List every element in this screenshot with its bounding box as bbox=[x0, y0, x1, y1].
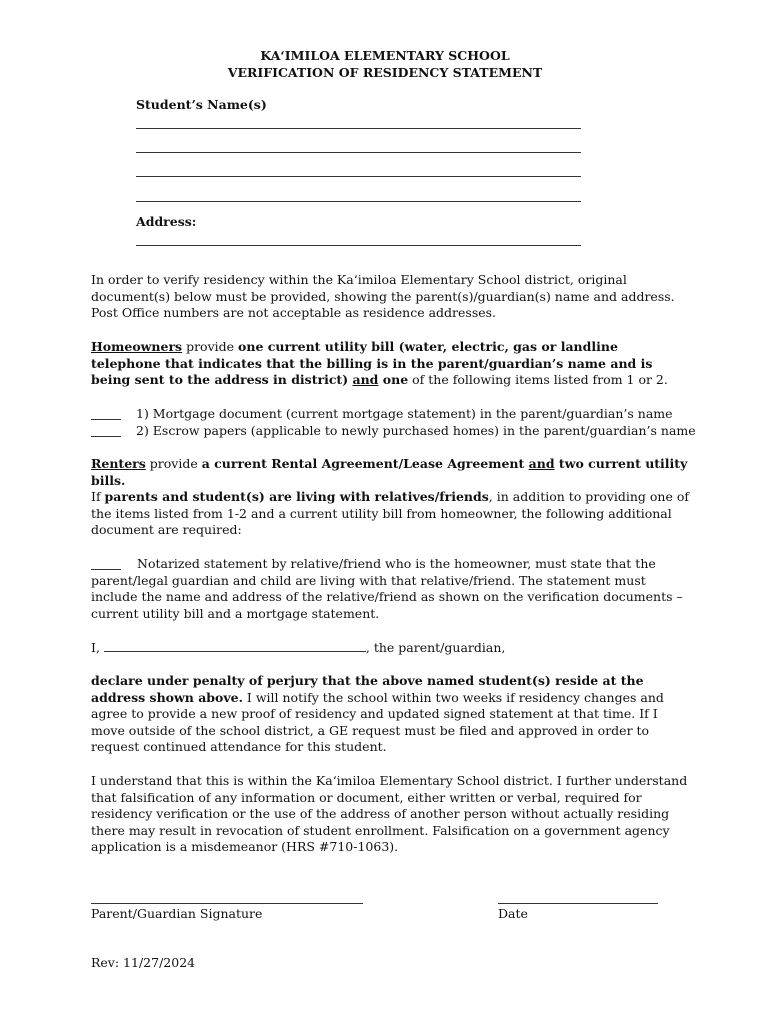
student-name-line-3[interactable] bbox=[136, 176, 581, 177]
date-label: Date bbox=[498, 906, 528, 921]
relatives-paragraph: If parents and student(s) are living with relatives/friends, in addition to providing one of the items listed from 1-2 and a current utility bill from homeowner, the following additional document are required: bbox=[91, 489, 689, 538]
escrow-check-blank[interactable] bbox=[91, 436, 121, 437]
mortgage-check-blank[interactable] bbox=[91, 419, 121, 420]
school-name: KA‘IMILOA ELEMENTARY SCHOOL bbox=[260, 48, 510, 63]
parent-signature-line[interactable] bbox=[91, 903, 363, 904]
renters-heading: Renters bbox=[91, 456, 146, 471]
declaration-name-line: I, , the parent/guardian, bbox=[91, 640, 506, 655]
students-name-label: Student’s Name(s) bbox=[136, 97, 267, 112]
student-name-line-4[interactable] bbox=[136, 201, 581, 202]
student-name-line-1[interactable] bbox=[136, 128, 581, 129]
address-label: Address: bbox=[136, 214, 197, 229]
parent-name-field[interactable] bbox=[104, 639, 366, 652]
notarized-paragraph: Notarized statement by relative/friend who is the homeowner, must state that the parent/legal guardian and child are living with that relative/friend. The statement must include the name and address of the relative/friend as shown on the verification documents – current utility bill and a mortgage statement. bbox=[91, 556, 683, 621]
homeowner-item-1: 1) Mortgage document (current mortgage statement) in the parent/guardian’s name bbox=[136, 406, 673, 421]
homeowners-heading: Homeowners bbox=[91, 339, 183, 354]
declaration-paragraph: declare under penalty of perjury that the above named student(s) reside at the address shown above. I will notify the school within two weeks if residency changes and agree to provide a new proof of residency and updated signed statement at that time. If I move outside of the school district, a GE request must be filed and approved in order to request continued attendance for this student. bbox=[91, 673, 664, 755]
parent-signature-label: Parent/Guardian Signature bbox=[91, 906, 263, 921]
renters-paragraph: Renters provide a current Rental Agreement/Lease Agreement and two current utility bills. bbox=[91, 456, 688, 488]
address-line[interactable] bbox=[136, 245, 581, 246]
student-name-line-2[interactable] bbox=[136, 152, 581, 153]
revision-date: Rev: 11/27/2024 bbox=[91, 955, 196, 970]
notarized-check-blank[interactable] bbox=[91, 569, 121, 570]
homeowner-item-2: 2) Escrow papers (applicable to newly purchased homes) in the parent/guardian’s name bbox=[136, 423, 696, 438]
homeowners-paragraph: Homeowners provide one current utility bill (water, electric, gas or landline telephone that indicates that the billing is in the parent/guardian’s name and is being sent to the address in district) and one of the following items listed from 1 or 2. bbox=[91, 339, 668, 388]
intro-paragraph: In order to verify residency within the Ka‘imiloa Elementary School district, original document(s) below must be provided, showing the parent(s)/guardian(s) name and address. Post Office numbers are not acceptable as residence addresses. bbox=[91, 272, 675, 321]
understand-paragraph: I understand that this is within the Ka‘imiloa Elementary School district. I further understand that falsification of any information or document, either written or verbal, required for residency verification or the use of the address of another person without actually residing there may result in revocation of student enrollment. Falsification on a government agency application is a misdemeanor (HRS #710-1063). bbox=[91, 773, 688, 855]
document-title: VERIFICATION OF RESIDENCY STATEMENT bbox=[227, 65, 543, 80]
date-line[interactable] bbox=[498, 903, 658, 904]
